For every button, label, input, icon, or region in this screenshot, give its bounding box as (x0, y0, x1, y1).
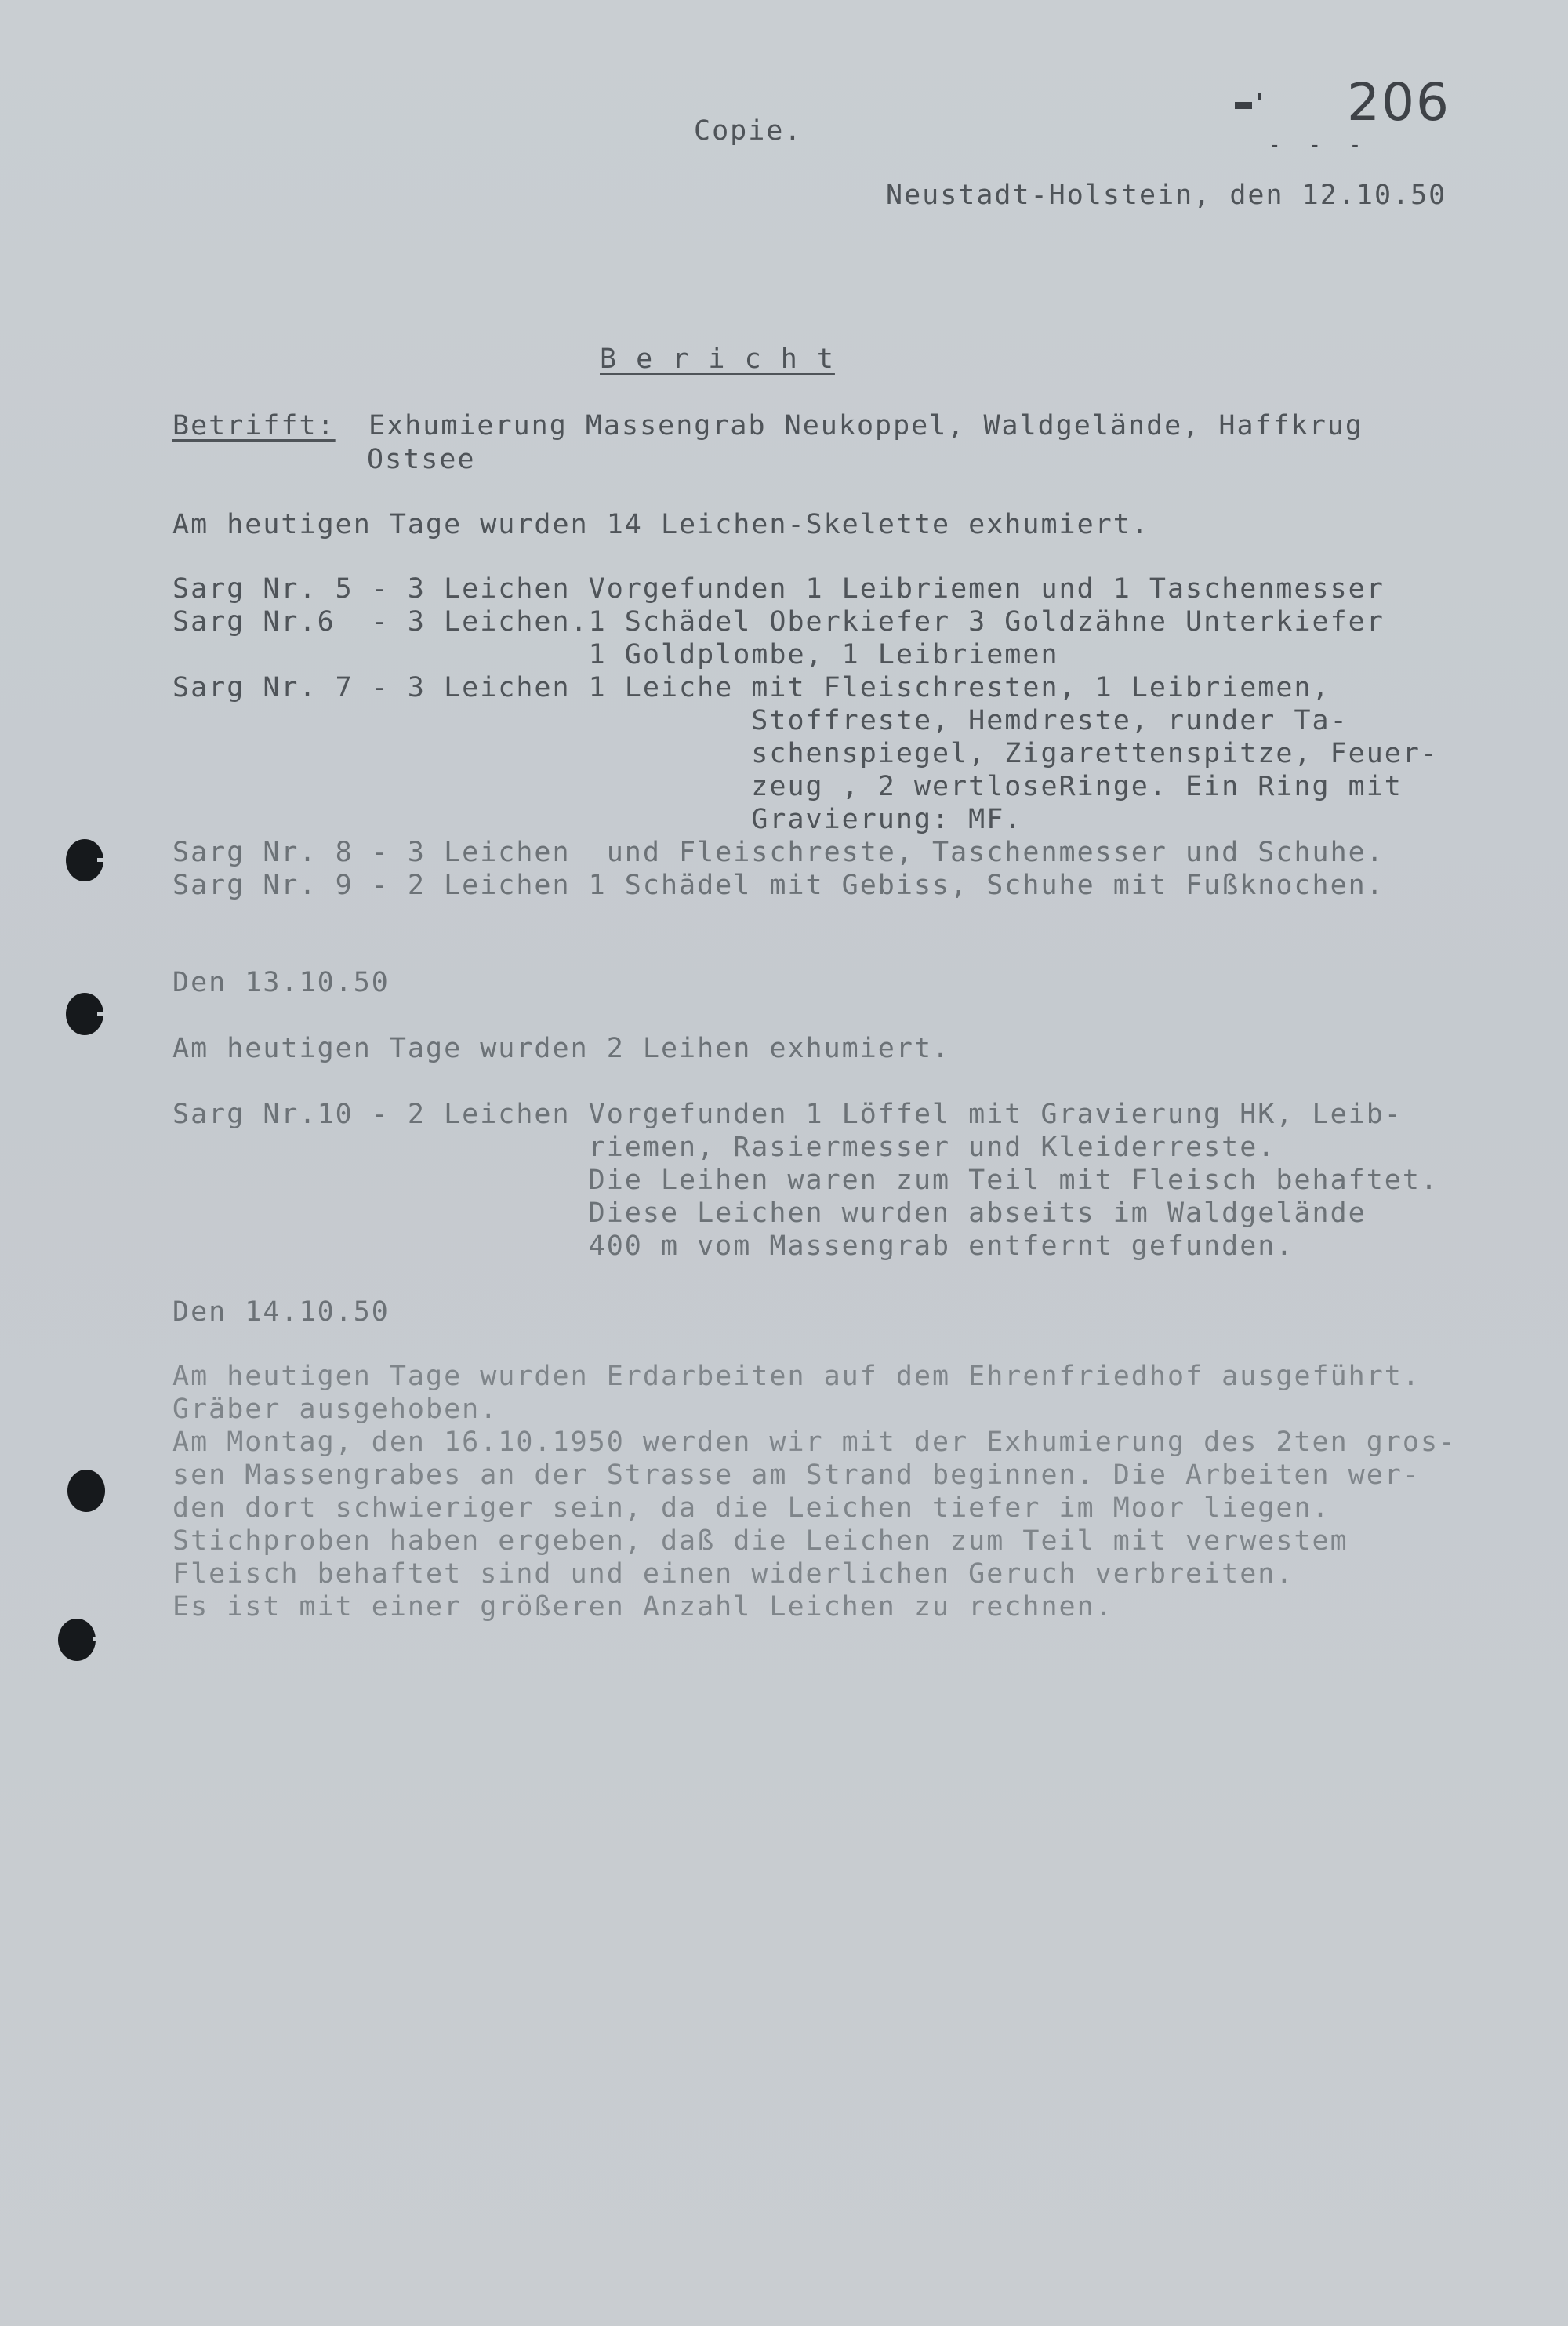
coffin-line: 1 Goldplombe, 1 Leibriemen (172, 639, 1059, 671)
coffin-line: Stoffreste, Hemdreste, runder Ta- (172, 705, 1348, 736)
punch-hole (58, 1619, 96, 1661)
coffin-line: Die Leihen waren zum Teil mit Fleisch behaftet. (172, 1165, 1439, 1196)
paragraph-line: Am heutigen Tage wurden Erdarbeiten auf dem Ehrenfriedhof ausgeführt. (172, 1361, 1421, 1392)
pen-dots-mark: - - - (1269, 133, 1370, 157)
coffin-line: 400 m vom Massengrab entfernt gefunden. (172, 1230, 1294, 1262)
coffin-line: Gravierung: MF. (172, 804, 1023, 835)
subject-line: Ostsee (367, 444, 476, 475)
report-title: B e r i c h t (600, 343, 835, 375)
punch-hole (67, 1470, 105, 1512)
coffin-line: Diese Leichen wurden abseits im Waldgelände (172, 1198, 1367, 1229)
paragraph-line: Es ist mit einer größeren Anzahl Leichen zu rechnen. (172, 1591, 1113, 1623)
day1-intro: Am heutigen Tage wurden 14 Leichen-Skelette exhumiert. (172, 509, 1149, 540)
page-number: 206 (1347, 72, 1450, 133)
day3-date: Den 14.10.50 (172, 1296, 390, 1328)
coffin-line: riemen, Rasiermesser und Kleiderreste. (172, 1132, 1276, 1163)
coffin-line: Sarg Nr. 5 - 3 Leichen Vorgefunden 1 Leibriemen und 1 Taschenmesser (172, 573, 1385, 605)
punch-hole (66, 839, 103, 881)
subject-line: Exhumierung Massengrab Neukoppel, Waldgelände, Haffkrug (368, 410, 1363, 442)
paragraph-line: sen Massengrabes an der Strasse am Strand beginnen. Die Arbeiten wer- (172, 1459, 1421, 1491)
place-date: Neustadt-Holstein, den 12.10.50 (886, 180, 1447, 211)
coffin-line: Sarg Nr.6 - 3 Leichen.1 Schädel Oberkiefer 3 Goldzähne Unterkiefer (172, 606, 1385, 638)
pen-dash-mark (1235, 102, 1252, 109)
coffin-line: zeug , 2 wertloseRinge. Ein Ring mit (172, 771, 1403, 802)
coffin-line: Sarg Nr.10 - 2 Leichen Vorgefunden 1 Löffel mit Gravierung HK, Leib- (172, 1099, 1403, 1130)
day2-intro: Am heutigen Tage wurden 2 Leihen exhumiert. (172, 1033, 951, 1064)
paragraph-line: Gräber ausgehoben. (172, 1394, 499, 1425)
punch-hole (66, 993, 103, 1035)
paragraph-line: Stichproben haben ergeben, daß die Leichen zum Teil mit verwestem (172, 1525, 1348, 1557)
paragraph-line: Fleisch behaftet sind und einen widerlichen Geruch verbreiten. (172, 1558, 1294, 1590)
subject-label: Betrifft: (172, 410, 336, 442)
day2-date: Den 13.10.50 (172, 967, 390, 998)
copy-label: Copie. (694, 115, 803, 147)
coffin-line: schenspiegel, Zigarettenspitze, Feuer- (172, 738, 1439, 769)
coffin-line: Sarg Nr. 9 - 2 Leichen 1 Schädel mit Gebiss, Schuhe mit Fußknochen. (172, 870, 1385, 901)
pen-tick-mark (1258, 93, 1261, 100)
paragraph-line: Am Montag, den 16.10.1950 werden wir mit der Exhumierung des 2ten gros- (172, 1426, 1457, 1458)
coffin-line: Sarg Nr. 7 - 3 Leichen 1 Leiche mit Fleischresten, 1 Leibriemen, (172, 672, 1330, 703)
paragraph-line: den dort schwieriger sein, da die Leichen tiefer im Moor liegen. (172, 1492, 1330, 1524)
coffin-line: Sarg Nr. 8 - 3 Leichen und Fleischreste, Taschenmesser und Schuhe. (172, 837, 1385, 868)
